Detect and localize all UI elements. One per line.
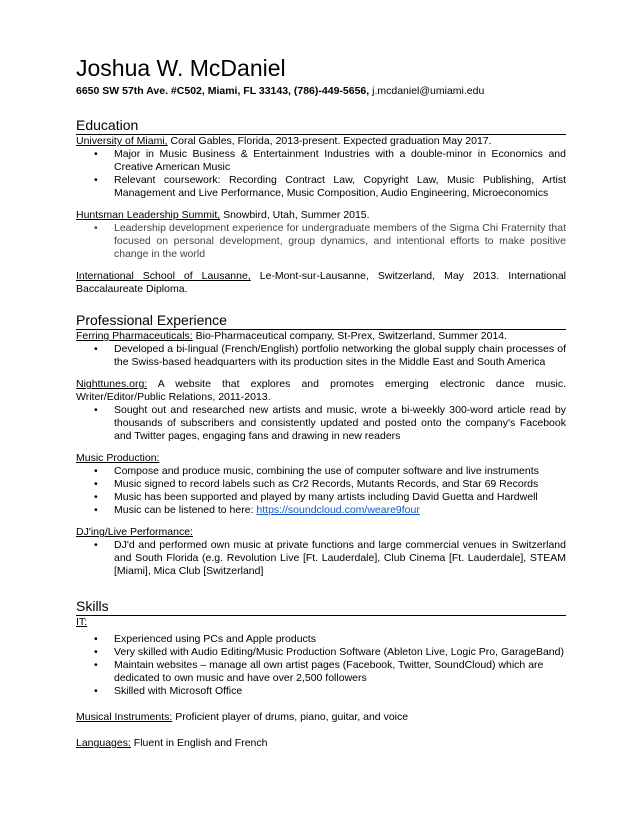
experience-heading: Professional Experience [76, 312, 566, 330]
candidate-name: Joshua W. McDaniel [76, 55, 286, 81]
skills-section [76, 598, 566, 750]
ferring-bullets [76, 343, 566, 369]
lausanne-entry [76, 270, 566, 296]
bullet-icon: • [94, 148, 98, 160]
nighttunes-label: Nighttunes.org: [76, 378, 148, 390]
umiami-entry [76, 135, 566, 148]
list-item [76, 174, 566, 200]
education-section [76, 117, 566, 296]
bullet-icon: • [94, 539, 98, 551]
list-item-text: Experienced using PCs and Apple products [114, 633, 316, 645]
ferring-label: Ferring Pharmaceuticals: [76, 330, 193, 342]
contact-line [76, 84, 484, 98]
music-production-entry [76, 452, 566, 465]
list-item-text: Very skilled with Audio Editing/Music Production Software (Ableton Live, Logic Pro, GarageBand) [114, 646, 564, 658]
huntsman-entry [76, 209, 566, 222]
experience-section [76, 312, 566, 578]
languages-entry [76, 737, 566, 750]
list-item-text: Compose and produce music, combining the use of computer software and live instruments [114, 465, 539, 477]
huntsman-label: Huntsman Leadership Summit, [76, 209, 221, 221]
list-item [76, 685, 566, 698]
dj-bullets [76, 539, 566, 578]
bullet-icon: • [94, 491, 98, 503]
soundcloud-link[interactable]: https://soundcloud.com/weare9four [256, 504, 420, 516]
list-item [76, 491, 566, 504]
list-item-text: Maintain websites – manage all own artist pages (Facebook, Twitter, SoundCloud) which are dedicated to own music and have over 2,500 followers [114, 659, 544, 684]
list-item-text: Music signed to record labels such as Cr2 Records, Mutants Records, and Star 69 Records [114, 478, 539, 490]
nighttunes-bullets [76, 404, 566, 443]
bullet-icon: • [94, 478, 98, 490]
bullet-icon: • [94, 685, 98, 697]
list-item-text: Music can be listened to here: [114, 504, 257, 516]
list-item-text: Music has been supported and played by many artists including David Guetta and Hardwell [114, 491, 538, 503]
address-phone: 6650 SW 57th Ave. #C502, Miami, FL 33143, (786)-449-5656, [76, 85, 370, 97]
list-item-text: Relevant coursework: Recording Contract Law, Copyright Law, Music Publishing, Artist Management and Live Performance, Music Composition, Audio Engineering, Microeconomics [114, 174, 566, 199]
instruments-text: Proficient player of drums, piano, guitar, and voice [172, 711, 409, 723]
umiami-bullets [76, 148, 566, 200]
ferring-text: Bio-Pharmaceutical company, St-Prex, Switzerland, Summer 2014. [192, 330, 508, 342]
it-label: IT: [76, 616, 88, 628]
bullet-icon: • [94, 504, 98, 516]
education-heading: Education [76, 117, 566, 135]
dj-label: DJ'ing/Live Performance: [76, 526, 193, 538]
list-item [76, 539, 566, 578]
list-item [76, 148, 566, 174]
list-item-text: DJ'd and performed own music at private functions and large commercial venues in Switzerland and South Florida (e.g. Revolution Live [Ft. Lauderdale], Club Cinema [Ft. Lauderdale], STEAM [Miami], Mica Club [Switzerland] [114, 539, 566, 577]
lausanne-text: Le-Mont-sur-Lausanne, Switzerland, May 2013. International Baccalaureate Diploma. [76, 270, 566, 295]
list-item [76, 343, 566, 369]
bullet-icon: • [94, 222, 98, 234]
lausanne-label: International School of Lausanne, [76, 270, 251, 282]
bullet-icon: • [94, 465, 98, 477]
list-item [76, 404, 566, 443]
music-production-label: Music Production: [76, 452, 160, 464]
bullet-icon: • [94, 343, 98, 355]
instruments-label: Musical Instruments: [76, 711, 173, 723]
umiami-text: Coral Gables, Florida, 2013-present. Expected graduation May 2017. [167, 135, 492, 147]
list-item [76, 646, 566, 659]
skills-heading: Skills [76, 598, 566, 616]
huntsman-text: Snowbird, Utah, Summer 2015. [220, 209, 370, 221]
languages-text: Fluent in English and French [130, 737, 268, 749]
bullet-icon: • [94, 404, 98, 416]
email-address: j.mcdaniel@umiami.edu [369, 85, 485, 97]
music-production-bullets [76, 465, 566, 517]
dj-entry [76, 526, 566, 539]
languages-label: Languages: [76, 737, 131, 749]
bullet-icon: • [94, 633, 98, 645]
list-item-text: Major in Music Business & Entertainment Industries with a double-minor in Economics and Creative American Music [114, 148, 566, 173]
list-item-text: Developed a bi-lingual (French/English) portfolio networking the global supply chain processes of the Swiss-based headquarters with its production sites in the Middle East and South America [114, 343, 566, 368]
umiami-label: University of Miami, [76, 135, 168, 147]
it-entry [76, 616, 566, 629]
list-item [76, 633, 566, 646]
list-item-text: Leadership development experience for undergraduate members of the Sigma Chi Fraternity that focused on personal development, group dynamics, and intentional efforts to make positive change in the world [114, 222, 566, 260]
bullet-icon: • [94, 646, 98, 658]
it-bullets [76, 633, 566, 698]
list-item [76, 478, 566, 491]
ferring-entry [76, 330, 566, 343]
list-item [76, 659, 566, 685]
huntsman-bullets [76, 222, 566, 261]
list-item [76, 465, 566, 478]
instruments-entry [76, 711, 566, 724]
nighttunes-entry [76, 378, 566, 404]
list-item [76, 222, 566, 261]
list-item [76, 504, 566, 517]
list-item-text: Sought out and researched new artists and music, wrote a bi-weekly 300-word article read by thousands of subscribers and consistently updated and posted onto the company's Facebook and Twitter pages, engaging fans and drawing in new readers [114, 404, 566, 442]
bullet-icon: • [94, 659, 98, 671]
list-item-text: Skilled with Microsoft Office [114, 685, 243, 697]
nighttunes-text: A website that explores and promotes emerging electronic dance music. Writer/Editor/Public Relations, 2011-2013. [76, 378, 566, 403]
bullet-icon: • [94, 174, 98, 186]
